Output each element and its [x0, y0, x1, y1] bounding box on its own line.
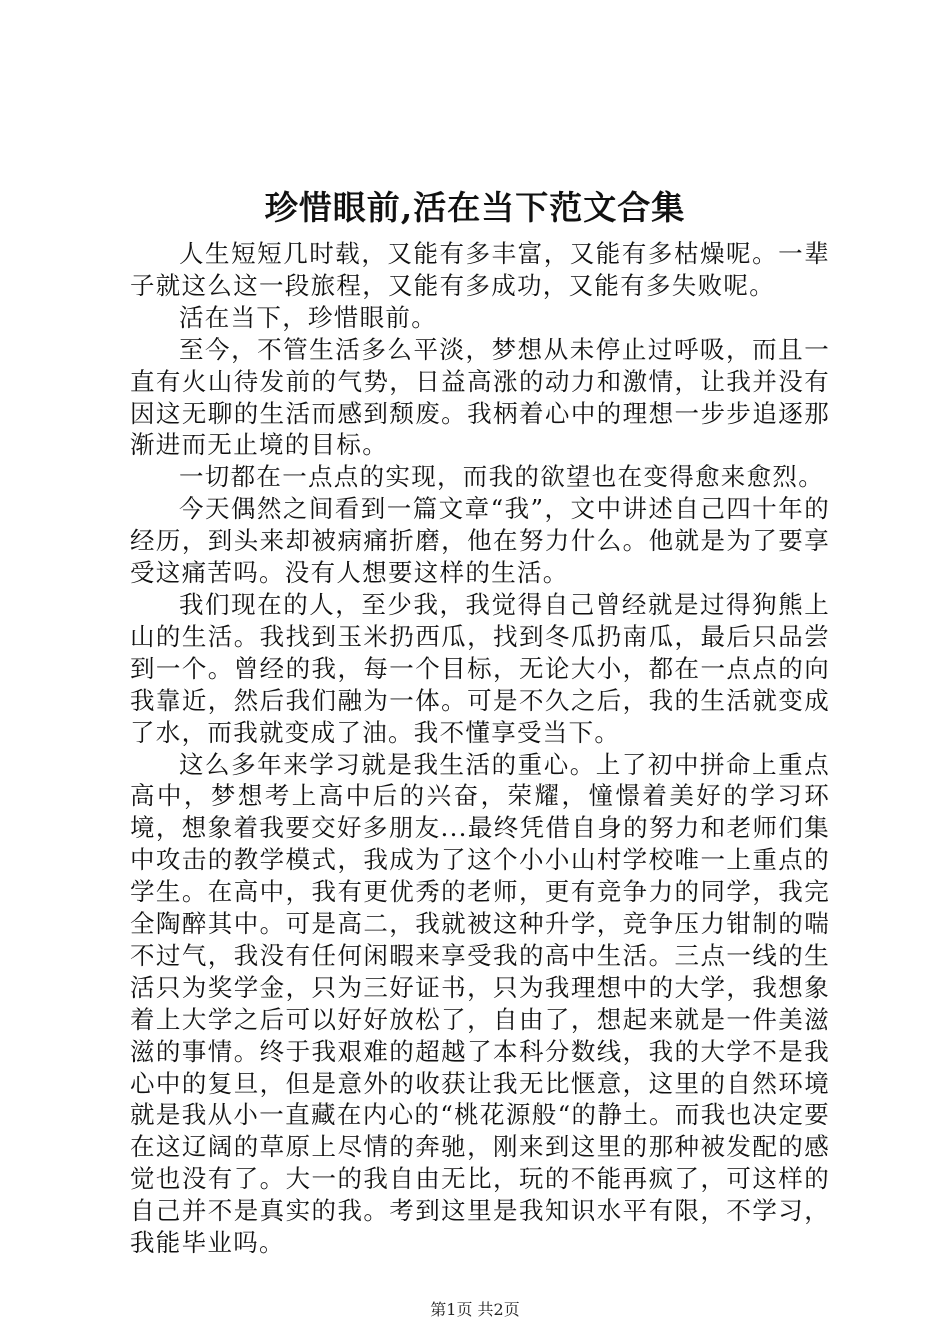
paragraph-3: 至今，不管生活多么平淡，梦想从未停止过呼吸，而且一直有火山待发前的气势，日益高涨的动力和激情，让我并没有因这无聊的生活而感到颓废。我柄着心中的理想一步步追逐那渐进而无止境的目标。 [130, 334, 830, 460]
paragraph-5: 今天偶然之间看到一篇文章“我”，文中讲述自己四十年的经历，到头来却被病痛折磨，他在努力什么。他就是为了要享受这痛苦吗。没有人想要这样的生活。 [130, 494, 830, 588]
paragraph-6: 我们现在的人，至少我，我觉得自己曾经就是过得狗熊上山的生活。我找到玉米扔西瓜，找到冬瓜扔南瓜，最后只品尝到一个。曾经的我，每一个目标，无论大小，都在一点点的向我靠近，然后我们融为一体。可是不久之后，我的生活就变成了水，而我就变成了油。我不懂享受当下。 [130, 589, 830, 747]
document-body [130, 238, 830, 1259]
document-title: 珍惜眼前,活在当下范文合集 [264, 188, 686, 227]
paragraph-7: 这么多年来学习就是我生活的重心。上了初中拼命上重点高中，梦想考上高中后的兴奋，荣耀，憧憬着美好的学习环境，想象着我要交好多朋友...最终凭借自身的努力和老师们集中攻击的教学模式，我成为了这个小小山村学校唯一上重点的学生。在高中，我有更优秀的老师，更有竞争力的同学，我完全陶醉其中。可是高二，我就被这种升学，竞争压力钳制的喘不过气，我没有任何闲暇来享受我的高中生活。三点一线的生活只为奖学金，只为三好证书，只为我理想中的大学，我想象着上大学之后可以好好放松了，自由了，想起来就是一件美滋滋的事情。终于我艰难的超越了本科分数线，我的大学不是我心中的复旦，但是意外的收获让我无比惬意，这里的自然环境就是我从小一直藏在内心的“桃花源般“的静土。而我也决定要在这辽阔的草原上尽情的奔驰，刚来到这里的那种被发配的感觉也没有了。大一的我自由无比，玩的不能再疯了，可这样的自己并不是真实的我。考到这里是我知识水平有限，不学习，我能毕业吗。 [130, 749, 830, 1258]
paragraph-2: 活在当下，珍惜眼前。 [179, 302, 437, 332]
page-footer: 第1页 共2页 [430, 1300, 520, 1319]
paragraph-1: 人生短短几时载，又能有多丰富，又能有多枯燥呢。一辈子就这么这一段旅程，又能有多成功，又能有多失败呢。 [130, 239, 830, 300]
paragraph-4: 一切都在一点点的实现，而我的欲望也在变得愈来愈烈。 [179, 462, 824, 492]
